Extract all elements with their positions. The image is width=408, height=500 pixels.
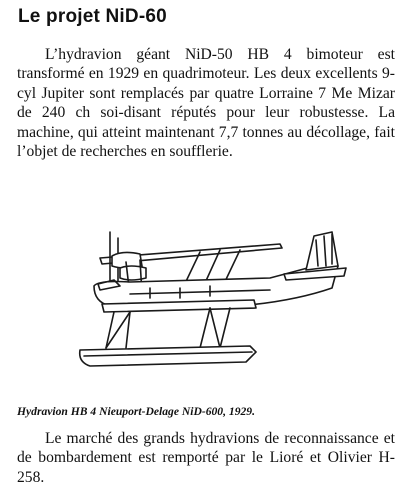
seaplane-drawing-icon bbox=[70, 222, 370, 397]
page-title: Le projet NiD-60 bbox=[18, 6, 167, 27]
seaplane-figure bbox=[70, 222, 370, 397]
body-paragraph-1: L’hydravion géant NiD-50 HB 4 bimoteur est transformé en 1929 en quadrimoteur. Les deux excellents 9-cyl Jupiter sont remplacés par quatre Lorraine 7 Me Mizar de 240 ch soi-disant réputés pour leur robustesse. La machine, qui atteint maintenant 7,7 tonnes au décollage, fait l’objet de recherches en soufflerie. bbox=[17, 46, 395, 161]
body-paragraph-2: Le marché des grands hydravions de reconnaissance et de bombardement est remporté par le Lioré et Olivier H-258. bbox=[17, 430, 395, 486]
figure-caption: Hydravion HB 4 Nieuport-Delage NiD-600, 1929. bbox=[17, 405, 255, 418]
